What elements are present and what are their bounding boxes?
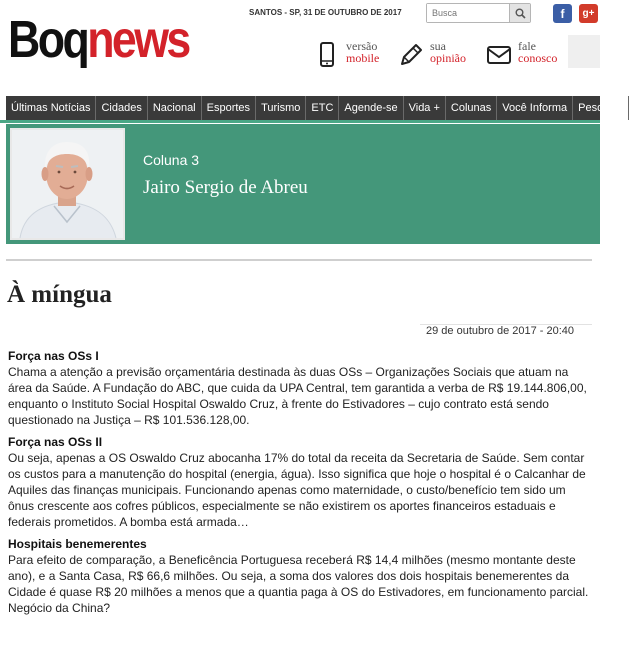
main-nav xyxy=(6,96,624,120)
article-body xyxy=(8,348,592,622)
author-portrait xyxy=(12,130,123,238)
nav-item-etc[interactable]: ETC xyxy=(306,96,339,120)
contact-link-line2: conosco xyxy=(518,51,558,65)
section-divider xyxy=(6,259,592,261)
nav-item-pesquisa[interactable]: Pesquisa xyxy=(573,96,629,120)
contact-link[interactable] xyxy=(486,40,557,68)
contact-link-line1: fale xyxy=(518,39,536,53)
article-date: 29 de outubro de 2017 - 20:40 xyxy=(426,325,575,337)
section-text: Para efeito de comparação, a Beneficência Portuguesa receberá R$ 14,4 milhões (mesmo montante deste ano), e a Santa Casa, R$ 66,6 milhões. Ou seja, a soma dos valores dos dois hospitais benemerentes da Cidade é quase R$ 20 milhões a menos que a quantia paga à OS do Estivadores, em funcionamento parcial. Negócio da China? xyxy=(8,553,589,615)
nav-item-cidades[interactable]: Cidades xyxy=(96,96,147,120)
site-header xyxy=(0,0,600,95)
nav-item-ultimas-noticias[interactable]: Últimas Notícias xyxy=(6,96,96,120)
opinion-link-line2: opinião xyxy=(430,51,466,65)
header-date: SANTOS - SP, 31 DE OUTUBRO DE 2017 xyxy=(249,8,402,17)
column-header xyxy=(6,124,600,244)
section-heading: Força nas OSs I xyxy=(8,349,99,363)
search-input[interactable] xyxy=(427,4,509,22)
header-right-box xyxy=(568,35,600,68)
article-title: À míngua xyxy=(7,281,112,308)
section-heading: Hospitais benemerentes xyxy=(8,537,147,551)
opinion-link-line1: sua xyxy=(430,39,446,53)
site-logo[interactable] xyxy=(8,10,189,70)
googleplus-icon[interactable]: g+ xyxy=(579,4,598,23)
column-author: Jairo Sergio de Abreu xyxy=(143,177,308,198)
nav-underline xyxy=(0,120,600,123)
nav-item-turismo[interactable]: Turismo xyxy=(256,96,306,120)
section-text: Chama a atenção a previsão orçamentária destinada às duas OSs – Organizações Sociais que atuam na área da Saúde. A Fundação do ABC, que cuida da UPA Central, tem garantida a verba de R$ 19.144.806,00, enquanto o Instituto Social Hospital Oswaldo Cruz, à frente do Estivadores – cujo contrato está sendo questionado na Justiça – R$ 101.536.128,00. xyxy=(8,365,587,427)
article-section xyxy=(8,536,592,616)
opinion-link[interactable] xyxy=(398,40,466,68)
nav-item-agende-se[interactable]: Agende-se xyxy=(339,96,403,120)
mobile-link-line1: versão xyxy=(346,39,378,53)
mobile-version-link[interactable] xyxy=(314,40,379,68)
nav-item-colunas[interactable]: Colunas xyxy=(446,96,497,120)
nav-item-vida[interactable]: Vida + xyxy=(404,96,446,120)
section-heading: Força nas OSs II xyxy=(8,435,103,449)
facebook-icon[interactable]: f xyxy=(553,4,572,23)
envelope-icon xyxy=(486,42,512,68)
search-button[interactable] xyxy=(509,4,530,22)
article-section xyxy=(8,434,592,530)
article-section xyxy=(8,348,592,428)
logo-text-boq: Boq xyxy=(8,11,88,69)
mobile-link-line2: mobile xyxy=(346,51,380,65)
nav-item-esportes[interactable]: Esportes xyxy=(202,96,256,120)
section-text: Ou seja, apenas a OS Oswaldo Cruz abocanha 17% do total da receita da Secretaria de Saúde. Sem contar os custos para a manutenção do hospital (energia, água). Isso significa que hoje o hospital é o Calcanhar de Aquiles das finanças municipais. Funcionando apenas como maternidade, o custo/benefício tem sido um ônus crescente aos cofres públicos, especialmente se não existirem os aportes financeiros estaduais e federais prometidos. A bomba está armada… xyxy=(8,451,586,529)
column-number: Coluna 3 xyxy=(143,152,200,168)
search-box xyxy=(426,3,531,23)
nav-item-nacional[interactable]: Nacional xyxy=(148,96,202,120)
search-icon xyxy=(515,8,526,19)
mobile-phone-icon xyxy=(314,42,340,68)
pencil-icon xyxy=(398,42,424,68)
nav-item-voce-informa[interactable]: Você Informa xyxy=(497,96,573,120)
logo-text-news: news xyxy=(87,11,189,69)
author-photo xyxy=(10,128,125,240)
